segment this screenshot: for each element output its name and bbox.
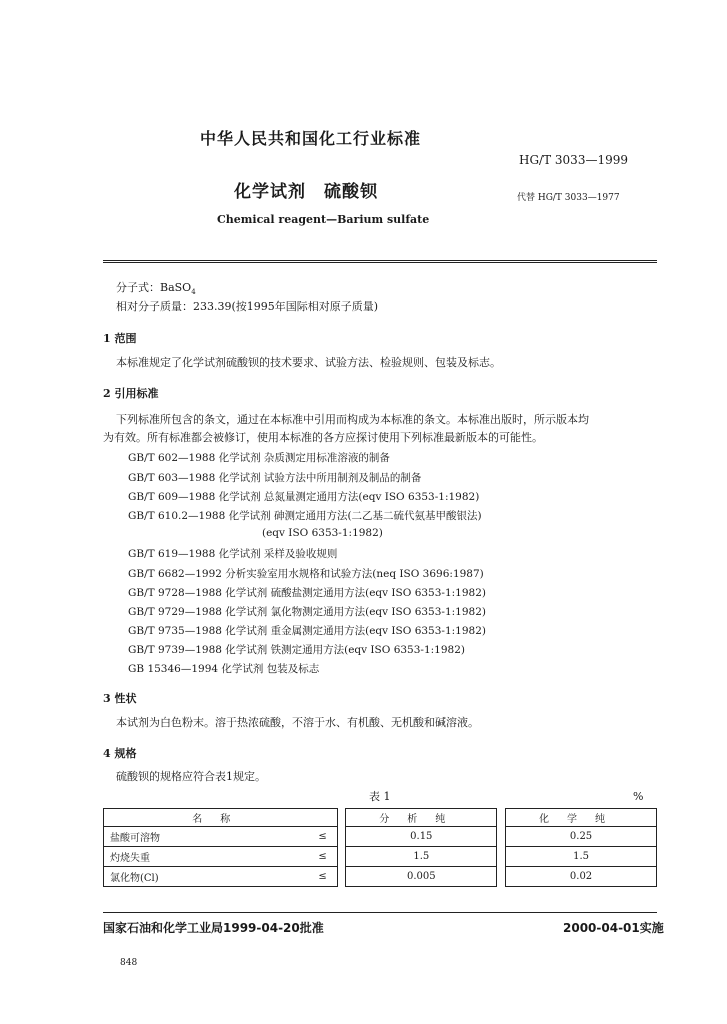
reference-item: GB/T 603—1988 化学试剂 试验方法中所用制剂及制品的制备 [128,472,422,484]
english-title: Chemical reagent—Barium sulfate [217,213,430,226]
table-unit: % [633,790,644,803]
references-intro-line-2: 为有效。所有标准都会被修订，使用本标准的各方应探讨使用下列标准最新版本的可能性。 [103,431,543,444]
table-caption: 表 1 [369,790,391,803]
row-value-cp: 0.25 [506,827,657,847]
section-references-title: 2 引用标准 [103,387,159,400]
title-part-substance: 硫酸钡 [324,182,378,202]
header-divider-secondary [103,262,657,263]
reference-item: GB/T 610.2—1988 化学试剂 砷测定通用方法(二乙基二硫代氨基甲酸银法) [128,510,482,522]
row-value-ar: 0.15 [346,827,497,847]
molecular-weight: 相对分子质量：233.39(按1995年国际相对原子质量) [116,300,379,313]
reference-item: GB/T 619—1988 化学试剂 采样及验收规则 [128,548,338,560]
reference-item: GB/T 9739—1988 化学试剂 铁测定通用方法(eqv ISO 6353-1:1982) [128,644,465,656]
row-name: 盐酸可溶物 [104,827,309,847]
row-value-ar: 0.005 [346,867,497,887]
org-title: 中华人民共和国化工行业标准 [200,129,422,148]
implementation-date: 2000-04-01实施 [563,921,664,935]
section-specification-title: 4 规格 [103,747,137,760]
reference-item: GB/T 9735—1988 化学试剂 重金属测定通用方法(eqv ISO 6353-1:1982) [128,625,486,637]
row-symbol: ≤ [309,827,337,847]
section-specification-text: 硫酸钡的规格应符合表1规定。 [116,770,266,783]
header-chemical-pure: 化学纯 [506,809,657,827]
section-scope-title: 1 范围 [103,332,137,345]
reference-item: GB/T 602—1988 化学试剂 杂质测定用标准溶液的制备 [128,452,390,464]
section-properties-title: 3 性状 [103,692,137,705]
row-symbol: ≤ [309,847,337,867]
table-row [104,827,657,847]
references-intro-line-1: 下列标准所包含的条文，通过在本标准中引用而构成为本标准的条文。本标准出版时，所示版本均 [116,413,589,426]
row-value-cp: 0.02 [506,867,657,887]
row-value-cp: 1.5 [506,847,657,867]
reference-item: GB/T 609—1988 化学试剂 总氮量测定通用方法(eqv ISO 6353-1:1982) [128,491,480,503]
reference-item-continuation: (eqv ISO 6353-1:1982) [262,527,383,539]
row-name: 灼烧失重 [104,847,309,867]
reference-item: GB/T 9728—1988 化学试剂 硫酸盐测定通用方法(eqv ISO 6353-1:1982) [128,587,486,599]
row-symbol: ≤ [309,867,337,887]
table-header-row [104,809,657,827]
specification-table [103,808,657,887]
header-divider [103,260,657,261]
row-value-ar: 1.5 [346,847,497,867]
header-name: 名称 [104,809,338,827]
standard-number: HG/T 3033—1999 [519,153,628,167]
table-row [104,847,657,867]
table-row [104,867,657,887]
section-properties-text: 本试剂为白色粉末。溶于热浓硫酸，不溶于水、有机酸、无机酸和碱溶液。 [116,716,479,729]
replaces-standard: 代替 HG/T 3033—1977 [517,193,620,203]
approval-line: 国家石油和化学工业局1999-04-20批准 [103,921,324,935]
reference-item: GB/T 6682—1992 分析实验室用水规格和试验方法(neq ISO 3696:1987) [128,568,484,580]
reference-item: GB/T 9729—1988 化学试剂 氯化物测定通用方法(eqv ISO 6353-1:1982) [128,606,486,618]
title-part-reagent: 化学试剂 [234,182,306,202]
footer-divider [103,912,657,913]
row-name: 氯化物(Cl) [104,867,309,887]
section-scope-text: 本标准规定了化学试剂硫酸钡的技术要求、试验方法、检验规则、包装及标志。 [116,356,501,369]
page-number: 848 [120,958,138,968]
reference-item: GB 15346—1994 化学试剂 包装及标志 [128,663,320,675]
molecular-formula [116,281,196,299]
molecular-formula-text: 分子式：BaSO [116,281,192,294]
header-analytical-reagent: 分析纯 [346,809,497,827]
molecular-formula-subscript: 4 [191,288,196,297]
document-title [234,177,378,202]
